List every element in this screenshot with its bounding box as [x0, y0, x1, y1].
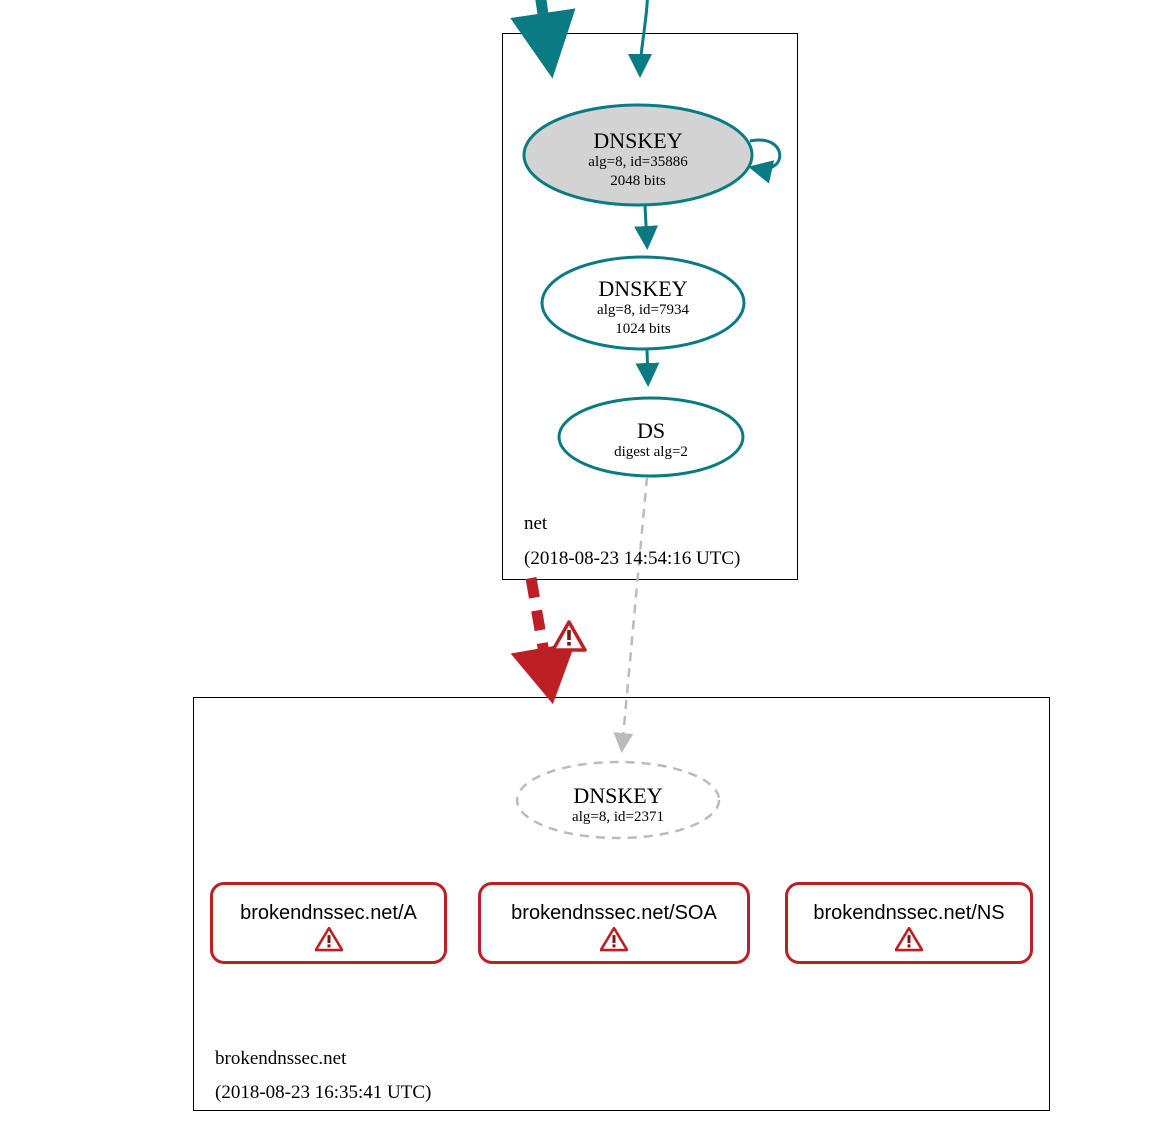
- node-title: DNSKEY: [573, 783, 663, 808]
- node-title: DS: [636, 418, 666, 443]
- node-subtitle-digest-alg: digest alg=2: [614, 444, 688, 460]
- node-subtitle-keysize: 2048 bits: [610, 173, 666, 189]
- rrset-brokendnssec-net-soa[interactable]: [478, 882, 750, 964]
- rrset-brokendnssec-net-a[interactable]: [210, 882, 447, 964]
- rrset-label: brokendnssec.net/SOA: [511, 901, 717, 924]
- zone-timestamp-brokendnssec-net: (2018-08-23 16:35:41 UTC): [215, 1082, 432, 1103]
- zone-label-net: net: [524, 513, 548, 534]
- node-dnskey-35886[interactable]: [524, 105, 752, 205]
- zone-timestamp-net: (2018-08-23 14:54:16 UTC): [524, 548, 741, 569]
- edge-dnskey-35886-to-dnskey-7934: [645, 206, 647, 244]
- warning-icon-rrset-a: [315, 927, 343, 952]
- node-subtitle-alg-id: alg=8, id=2371: [572, 809, 664, 825]
- zone-label-brokendnssec-net: brokendnssec.net: [215, 1048, 347, 1069]
- edge-dnskey-35886-self-loop: [750, 140, 780, 169]
- edge-ds-to-dnskey-2371: [622, 477, 647, 748]
- node-dnskey-2371[interactable]: [517, 762, 719, 838]
- rrset-label: brokendnssec.net/NS: [813, 901, 1005, 924]
- node-dnskey-7934[interactable]: [542, 257, 744, 349]
- edge-external-to-zone-net: [538, 0, 548, 48]
- edge-external-to-dnskey-35886: [640, 0, 648, 72]
- rrset-brokendnssec-net-ns[interactable]: [785, 882, 1033, 964]
- node-title: DNSKEY: [598, 276, 688, 301]
- warning-icon-rrset-soa: [600, 927, 628, 952]
- node-subtitle-keysize: 1024 bits: [615, 321, 671, 337]
- warning-icon-delegation: [553, 622, 585, 650]
- edge-dnskey-7934-to-ds: [647, 350, 648, 381]
- rrset-label: brokendnssec.net/A: [240, 901, 417, 924]
- edge-delegation-error: [531, 578, 548, 676]
- warning-icon-rrset-ns: [895, 927, 923, 952]
- node-ds-digest-alg-2[interactable]: [559, 398, 743, 476]
- node-title: DNSKEY: [593, 128, 683, 153]
- node-subtitle-alg-id: alg=8, id=35886: [588, 154, 688, 170]
- node-subtitle-alg-id: alg=8, id=7934: [597, 302, 689, 318]
